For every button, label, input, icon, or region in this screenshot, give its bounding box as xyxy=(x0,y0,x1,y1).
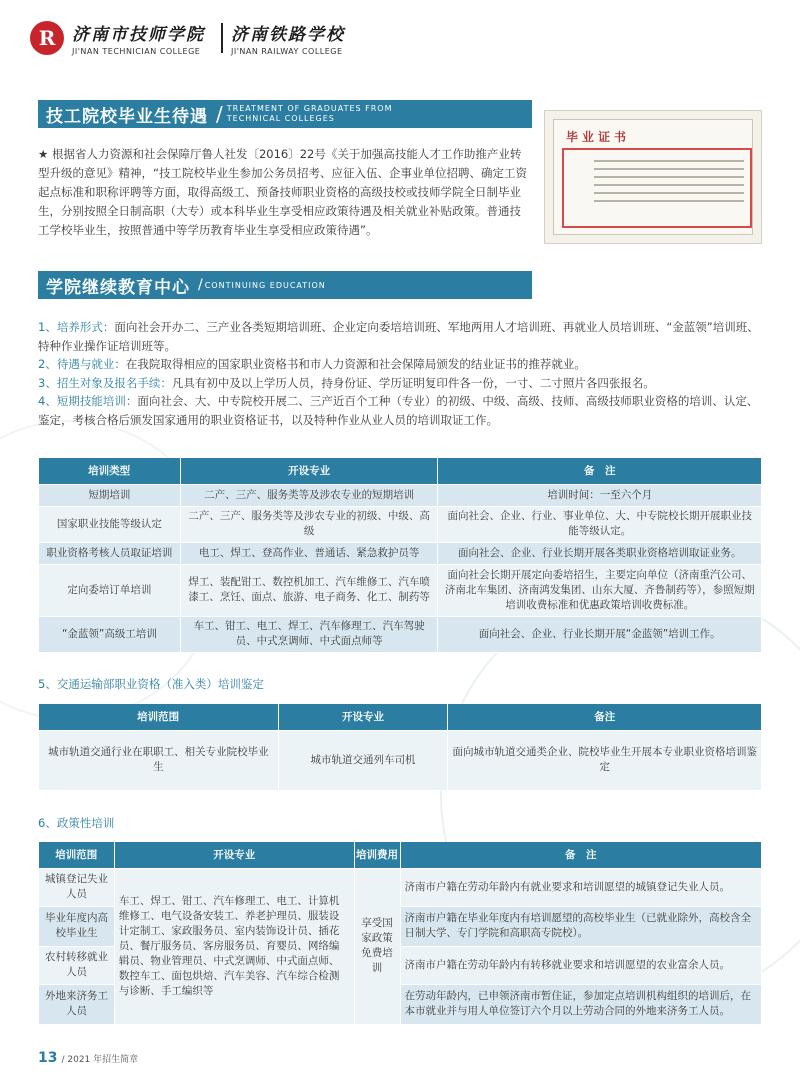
page-footer xyxy=(38,1050,138,1066)
table-cell: 职业资格考核人员取证培训 xyxy=(39,542,181,564)
table-header-cell: 备 注 xyxy=(438,458,762,484)
table-cell: 农村转移就业人员 xyxy=(39,946,115,984)
section5-heading: 5、交通运输部职业资格（准入类）培训鉴定 xyxy=(38,677,264,691)
table-cell: 培训时间：一至六个月 xyxy=(438,484,762,506)
section6-heading: 6、政策性培训 xyxy=(38,816,115,830)
table-cell: 毕业年度内高校毕业生 xyxy=(39,906,115,946)
continuing-education-list xyxy=(38,318,768,429)
graduate-policy-paragraph: ★ 根据省人力资源和社会保障厅鲁人社发〔2016〕22号《关于加强高技能人才工作助推产业转型升级的意见》精神，“技工院校毕业生参加公务员招考、应征入伍、企事业单位招聘、确定工资起点标准和职称评聘等方面，取得高级工、预备技师职业资格的高级技校或技师学院全日制毕业生，分别按照全日制高职（大专）或本科毕业生享受相应政策待遇及相关就业补贴政策。普通技工学校毕业生，按照普通中等学历教育毕业生享受相应政策待遇”。 xyxy=(38,147,527,237)
table-cell: 济南市户籍在劳动年龄内有就业要求和培训愿望的城镇登记失业人员。 xyxy=(400,868,761,906)
list-item xyxy=(38,318,768,355)
table-header-cell: 培训类型 xyxy=(39,458,181,484)
table-row xyxy=(39,616,762,652)
table-row xyxy=(39,730,762,790)
table-cell: 面向社会长期开展定向委培招生，主要定向单位（济南重汽公司、济南北车集团、济南鸿发集团、山东大厦、齐鲁制药等），参照短期培训收费标准和优惠政策培训收费标准。 xyxy=(438,564,762,616)
table-cell: 电工、焊工、登高作业、普通话、紧急救护员等 xyxy=(180,542,438,564)
college2-name-cn: 济南铁路学校 xyxy=(231,25,345,45)
table-cell: 面向社会、企业、行业、事业单位、大、中专院校长期开展职业技能等级认定。 xyxy=(438,506,762,542)
table-row xyxy=(39,506,762,542)
list-item xyxy=(38,355,768,374)
table-cell: 国家职业技能等级认定 xyxy=(39,506,181,542)
table-header-cell: 备 注 xyxy=(400,842,761,868)
title-slash: / xyxy=(198,277,203,293)
table-cell: 城市轨道交通行业在职职工、相关专业院校毕业生 xyxy=(39,730,279,790)
college2-logo xyxy=(231,20,345,56)
section-title-bar xyxy=(38,100,532,128)
certificate-text-lines xyxy=(594,160,744,208)
table-cell: 济南市户籍在劳动年龄内有转移就业要求和培训愿望的农业富余人员。 xyxy=(400,946,761,984)
section-title-en-line1: TREATMENT OF GRADUATES FROM xyxy=(226,104,393,113)
table-cell-fee: 享受国家政策免费培训 xyxy=(354,868,400,1024)
table-header-cell: 培训范围 xyxy=(39,704,279,730)
certificate-title: 毕业证书 xyxy=(566,130,631,144)
list-item-label: 1、培养形式： xyxy=(38,320,115,334)
section-title-bar xyxy=(38,271,532,299)
table-cell: 焊工、装配钳工、数控机加工、汽车维修工、汽车喷漆工、烹饪、面点、旅游、电子商务、化工、制药等 xyxy=(180,564,438,616)
table-header-cell: 开设专业 xyxy=(278,704,448,730)
table-cell: 短期培训 xyxy=(39,484,181,506)
table-cell: 二产、三产、服务类等及涉农专业的初级、中级、高级 xyxy=(180,506,438,542)
table-cell: 面向城市轨道交通类企业、院校毕业生开展本专业职业资格培训鉴定 xyxy=(448,730,762,790)
list-item-label: 3、招生对象及报名手续： xyxy=(38,375,172,390)
table-header-cell: 开设专业 xyxy=(180,458,438,484)
table-header-cell: 培训费用 xyxy=(354,842,400,868)
table-header-row xyxy=(39,842,762,868)
list-item-text: 凡具有初中及以上学历人员，持身份证、学历证明复印件各一份，一寸、二寸照片各四张报名。 xyxy=(171,375,655,390)
table-cell: 面向社会、企业、行业长期开展各类职业资格培训取证业务。 xyxy=(438,542,762,564)
section-title-cn: 技工院校毕业生待遇 xyxy=(46,106,208,127)
section-title-cn: 学院继续教育中心 xyxy=(46,277,190,298)
table-cell: “金蓝领”高级工培训 xyxy=(39,616,181,652)
table-header-cell: 培训范围 xyxy=(39,842,115,868)
table-cell: 城市轨道交通列车司机 xyxy=(278,730,448,790)
title-slash: / xyxy=(216,102,223,126)
certificate-image xyxy=(544,110,762,244)
list-item-label: 2、待遇与就业： xyxy=(38,357,126,371)
list-item-text: 面向社会开办二、三产业各类短期培训班、企业定向委培培训班、军地两用人才培训班、再就业人员培训班、“金蓝领”培训班、特种作业操作证培训班等。 xyxy=(38,320,759,353)
table-header-row xyxy=(39,458,762,484)
header xyxy=(30,18,353,58)
college2-name-en: JI'NAN RAILWAY COLLEGE xyxy=(231,47,343,56)
table-cell: 城镇登记失业人员 xyxy=(39,868,115,906)
section-title-en-line2: TECHNICAL COLLEGES xyxy=(226,114,335,123)
table-row xyxy=(39,868,762,906)
table-cell: 二产、三产、服务类等及涉农专业的短期培训 xyxy=(180,484,438,506)
logo-divider xyxy=(221,23,223,53)
table-row xyxy=(39,542,762,564)
college1-name-cn: 济南市技师学院 xyxy=(72,25,205,45)
table-cell: 面向社会、企业、行业长期开展“金蓝领”培训工作。 xyxy=(438,616,762,652)
table-cell: 济南市户籍在毕业年度内有培训愿望的高校毕业生（已就业除外，高校含全日制大学、专门学院和高职高专院校）。 xyxy=(400,906,761,946)
certificate-frame xyxy=(553,119,753,235)
list-item-text: 面向社会、大、中专院校开展二、三产近百个工种（专业）的初级、中级、高级、技师、高级技师职业资格的培训、认定、鉴定，考核合格后颁发国家通用的职业资格证书，以及特种作业从业人员的培训取证工作。 xyxy=(38,394,759,427)
table-header-cell: 备注 xyxy=(448,704,762,730)
footer-text: / 2021 年招生简章 xyxy=(61,1054,139,1065)
table-cell: 车工、钳工、电工、焊工、汽车修理工、汽车驾驶员、中式烹调师、中式面点师等 xyxy=(180,616,438,652)
table-cell: 外地来济务工人员 xyxy=(39,984,115,1024)
training-types-table xyxy=(38,458,762,653)
list-item xyxy=(38,392,768,429)
table-row xyxy=(39,564,762,616)
table-header-cell: 开设专业 xyxy=(114,842,354,868)
college1-name-en: JI'NAN TECHNICIAN COLLEGE xyxy=(72,47,201,56)
table-cell: 在劳动年龄内，已申领济南市暂住证，参加定点培训机构组织的培训后，在本市就业并与用人单位签订六个月以上劳动合同的外地来济务工人员。 xyxy=(400,984,761,1024)
policy-training-table xyxy=(38,842,762,1025)
list-item-text: 在我院取得相应的国家职业资格书和市人力资源和社会保障局颁发的结业证书的推荐就业。 xyxy=(125,357,586,371)
table-cell-majors: 车工、焊工、钳工、汽车修理工、电工、计算机维修工、电气设备安装工、养老护理员、服装设计定制工、家政服务员、室内装饰设计员、插花员、餐厅服务员、客房服务员、育婴员、网络编辑员、物业管理员、中式烹调师、中式面点师、数控车工、面包烘焙、汽车美容、汽车综合检测与诊断、手工编织等 xyxy=(114,868,354,1024)
table-row xyxy=(39,484,762,506)
section-title-en xyxy=(227,104,393,124)
table-cell: 定向委培订单培训 xyxy=(39,564,181,616)
college1-logo xyxy=(72,20,205,56)
section-title-en: CONTINUING EDUCATION xyxy=(204,280,326,290)
page-number: 13 xyxy=(38,1050,58,1066)
transport-training-table xyxy=(38,704,762,791)
list-item-label: 4、短期技能培训： xyxy=(38,394,138,408)
list-item xyxy=(38,374,768,393)
table-header-row xyxy=(39,704,762,730)
college-logo-icon: R xyxy=(30,21,64,55)
